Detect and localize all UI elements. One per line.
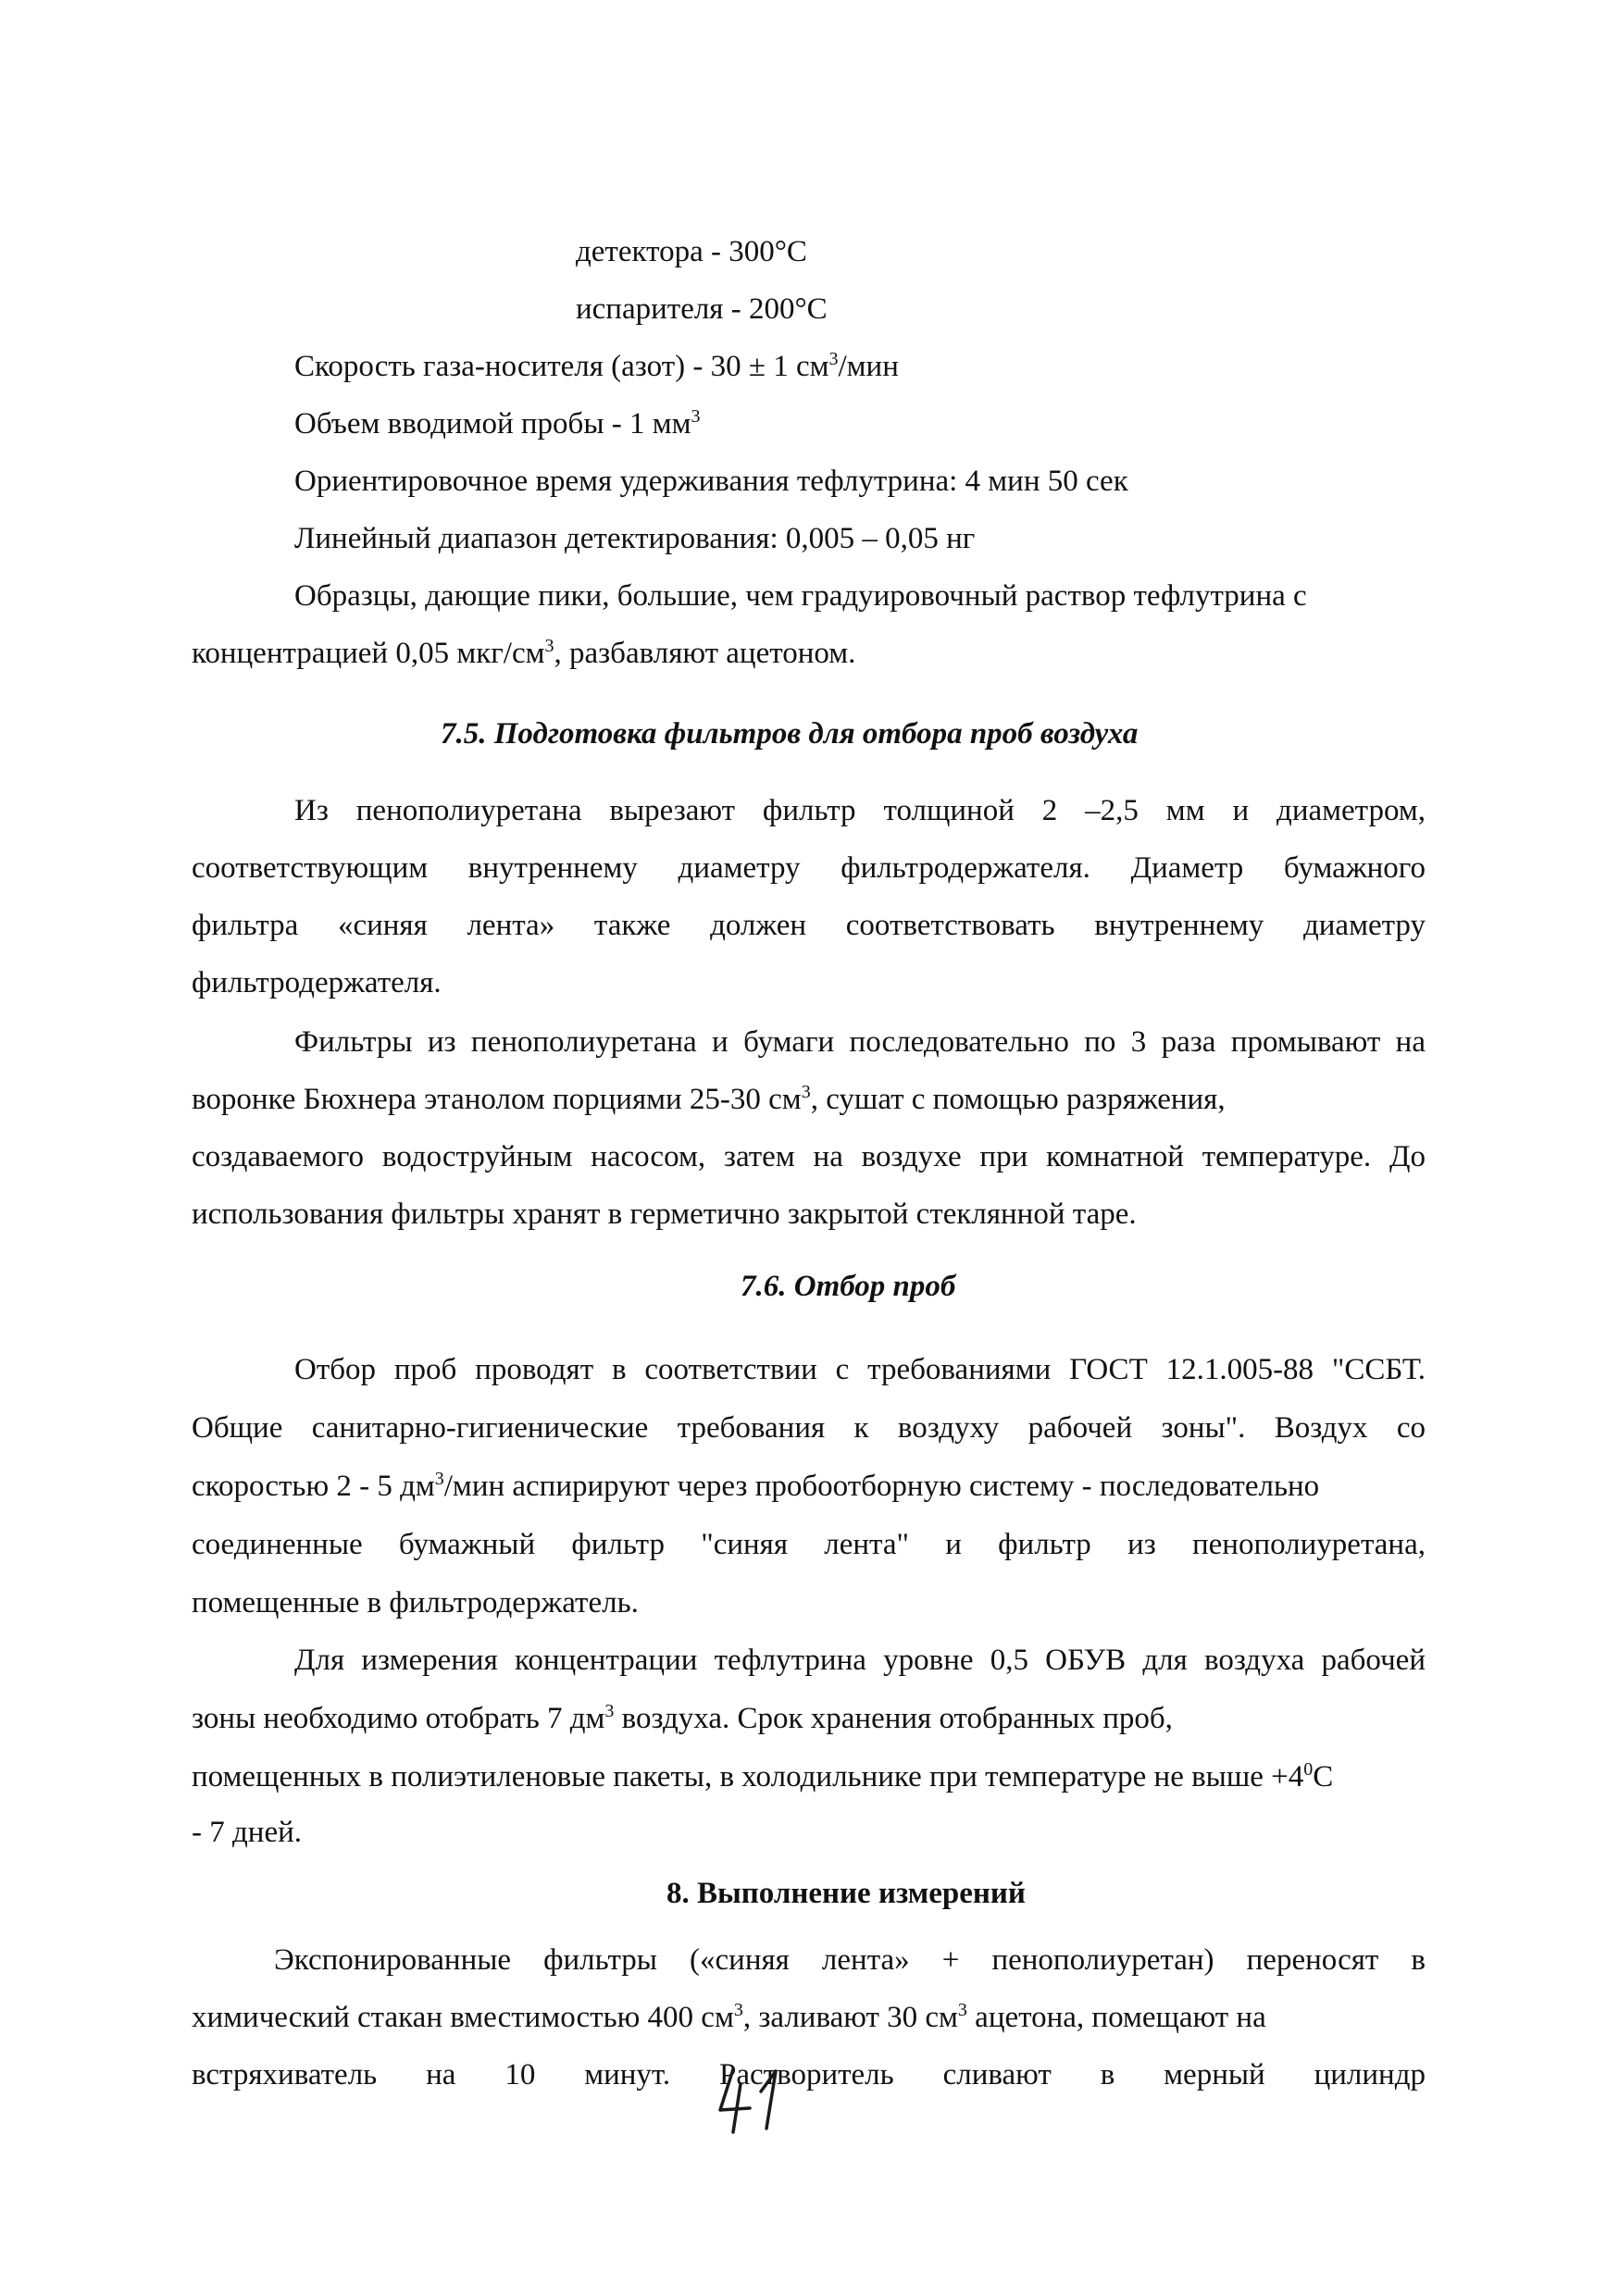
param-sample-volume: Объем вводимой пробы - 1 $мм^3$ (294, 406, 701, 441)
param-gas-speed: Скорость газа-носителя (азот) - 30 ± 1 $см^3$/мин (294, 349, 899, 383)
paragraph-line: помещенных в полиэтиленовые пакеты, в холодильнике при температуре не выше $+4^0С$ (192, 1759, 1334, 1793)
paragraph-line: помещенные в фильтродержатель. (192, 1586, 639, 1620)
paragraph-line: воронке Бюхнера этанолом порциями 25-30 $см^3$, сушат с помощью разряжения, (192, 1082, 1226, 1116)
paragraph-line: скоростью 2 - 5 $дм^3$/мин аспирируют через пробоотборную систему - последовательно (192, 1469, 1320, 1503)
paragraph-dilution-line: Образцы, дающие пики, большие, чем градуировочный раствор тефлутрина с (294, 579, 1307, 613)
paragraph-line: встряхиватель на 10 минут. Растворитель сливают в мерный цилиндр (192, 2058, 1426, 2091)
paragraph-line: Из пенополиуретана вырезают фильтр толщиной 2 –2,5 мм и диаметром, (294, 794, 1426, 827)
paragraph-line: Фильтры из пенополиуретана и бумаги последовательно по 3 раза промывают на (294, 1025, 1426, 1059)
paragraph-line: Общие санитарно-гигиенические требования к воздуху рабочей зоны". Воздух со (192, 1411, 1426, 1445)
param-retention-time: Ориентировочное время удерживания тефлутрина: 4 мин 50 сек (294, 465, 1128, 498)
paragraph-line: Экспонированные фильтры («синяя лента» + пенополиуретан) переносят в (274, 1943, 1426, 1977)
paragraph-line: соединенные бумажный фильтр "синяя лента" и фильтр из пенополиуретана, (192, 1528, 1426, 1561)
paragraph-line: химический стакан вместимостью 400 $см^3$, заливают 30 $см^3$ ацетона, помещают на (192, 2000, 1266, 2034)
section-7-6-heading: 7.6. Отбор проб (741, 1270, 956, 1303)
paragraph-line: фильтра «синяя лента» также должен соответствовать внутреннему диаметру (192, 909, 1426, 942)
paragraph-line: создаваемого водоструйным насосом, затем на воздухе при комнатной температуре. До (192, 1140, 1426, 1173)
handwritten-page-number (713, 2064, 805, 2138)
paragraph-line: соответствующим внутреннему диаметру фильтродержателя. Диаметр бумажного (192, 851, 1426, 885)
paragraph-line: фильтродержателя. (192, 966, 442, 999)
paragraph-line: зоны необходимо отобрать 7 $дм^3$ воздуха. Срок хранения отобранных проб, (192, 1701, 1173, 1735)
paragraph-line: использования фильтры хранят в герметично закрытой стеклянной таре. (192, 1198, 1137, 1231)
paragraph-line: Для измерения концентрации тефлутрина уровне 0,5 ОБУВ для воздуха рабочей (294, 1644, 1426, 1677)
param-linear-range: Линейный диапазон детектирования: 0,005 – 0,05 нг (294, 522, 976, 555)
section-8-heading: 8. Выполнение измерений (666, 1877, 1026, 1910)
param-evaporator-temp: испарителя - 200°С (576, 292, 828, 326)
param-detector-temp: детектора - 300°С (576, 235, 807, 268)
paragraph-line: Отбор проб проводят в соответствии с требованиями ГОСТ 12.1.005-88 "ССБТ. (294, 1353, 1426, 1386)
section-7-5-heading: 7.5. Подготовка фильтров для отбора проб воздуха (441, 717, 1139, 751)
paragraph-line: - 7 дней. (192, 1816, 302, 1849)
paragraph-dilution-line: концентрацией 0,05 мкг/$см^3$, разбавляют ацетоном. (192, 636, 856, 670)
